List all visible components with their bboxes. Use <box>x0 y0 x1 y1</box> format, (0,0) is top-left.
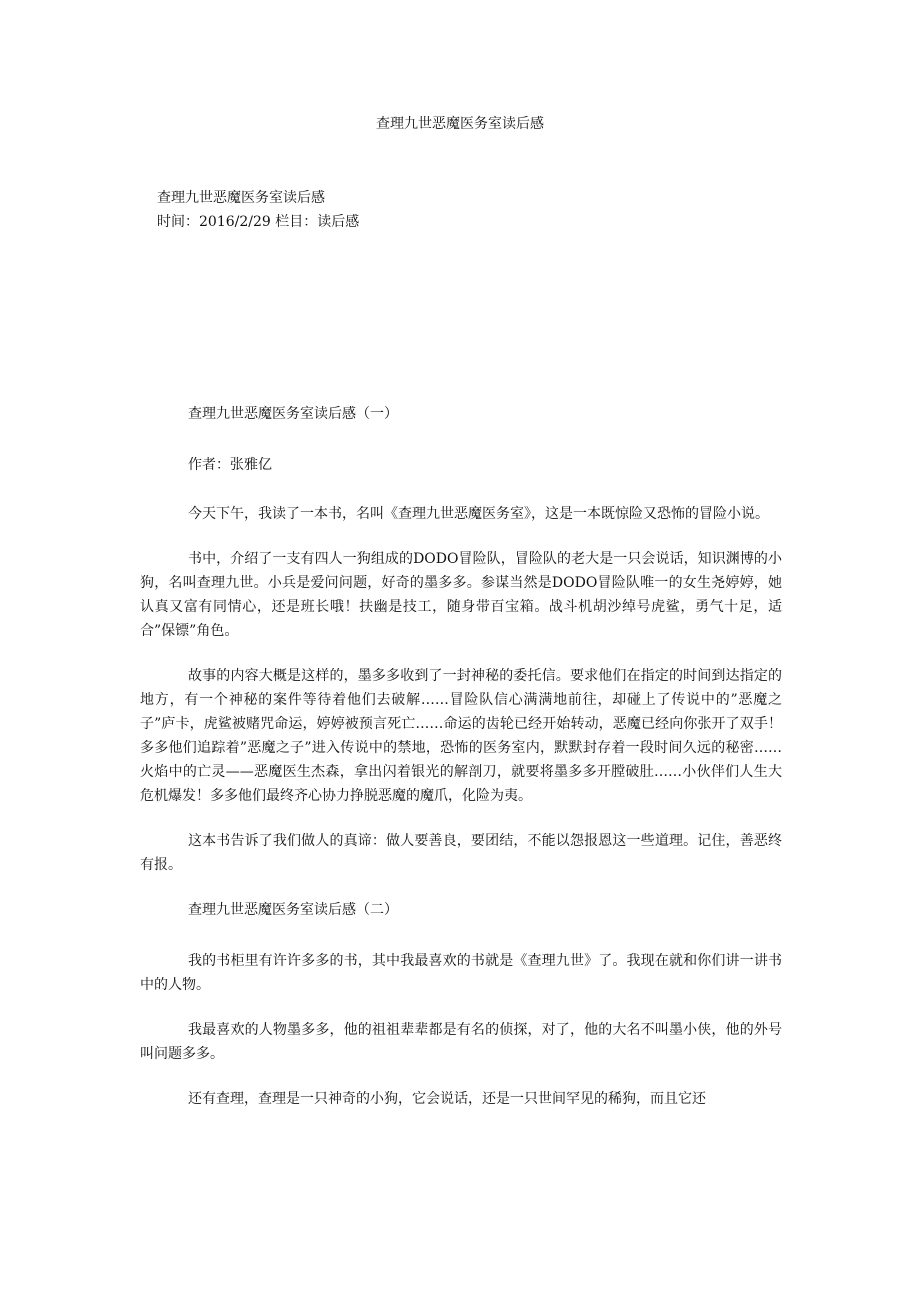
paragraph: 书中，介绍了一支有四人一狗组成的DODO冒险队，冒险队的老大是一只会说话，知识渊博的小狗，名叫查理九世。小兵是爱问问题，好奇的墨多多。参谋当然是DODO冒险队唯一的女生尧婷婷，她认真又富有同情心，还是班长哦！扶幽是技工，随身带百宝箱。战斗机胡沙绰号虎鲨，勇气十足，适合”保镖”角色。 <box>140 551 782 639</box>
document-title: 查理九世恶魔医务室读后感 <box>376 116 544 132</box>
section-heading: 查理九世恶魔医务室读后感（二） <box>188 902 398 918</box>
article-meta: 时间：2016/2/29 栏目：读后感 <box>157 214 360 230</box>
author-line: 作者：张雅亿 <box>188 457 272 473</box>
paragraph: 今天下午，我读了一本书，名叫《查理九世恶魔医务室》，这是一本既惊险又恐怖的冒险小说。 <box>188 506 769 522</box>
article-header <box>157 186 359 234</box>
paragraph: 我最喜欢的人物墨多多，他的祖祖辈辈都是有名的侦探，对了，他的大名不叫墨小侠，他的外号叫问题多多。 <box>140 1022 782 1062</box>
paragraph: 故事的内容大概是这样的，墨多多收到了一封神秘的委托信。要求他们在指定的时间到达指定的地方，有一个神秘的案件等待着他们去破解……冒险队信心满满地前往，却碰上了传说中的”恶魔之子”庐卡，虎鲨被赌咒命运，婷婷被预言死亡……命运的齿轮已经开始转动，恶魔已经向你张开了双手！多多他们追踪着”恶魔之子”进入传说中的禁地，恐怖的医务室内，默默封存着一段时间久远的秘密……火焰中的亡灵——恶魔医生杰森，拿出闪着银光的解剖刀，就要将墨多多开膛破肚……小伙伴们人生大危机爆发！多多他们最终齐心协力挣脱恶魔的魔爪，化险为夷。 <box>140 668 782 804</box>
article-title: 查理九世恶魔医务室读后感 <box>157 190 325 206</box>
paragraph: 还有查理，查理是一只神奇的小狗，它会说话，还是一只世间罕见的稀狗，而且它还 <box>188 1091 706 1107</box>
paragraph: 我的书柜里有许许多多的书，其中我最喜欢的书就是《查理九世》了。我现在就和你们讲一讲书中的人物。 <box>140 953 782 993</box>
paragraph: 这本书告诉了我们做人的真谛：做人要善良，要团结，不能以怨报恩这一些道理。记住，善恶终有报。 <box>140 833 782 873</box>
section-heading: 查理九世恶魔医务室读后感（一） <box>188 406 398 422</box>
article-body <box>140 402 782 1132</box>
